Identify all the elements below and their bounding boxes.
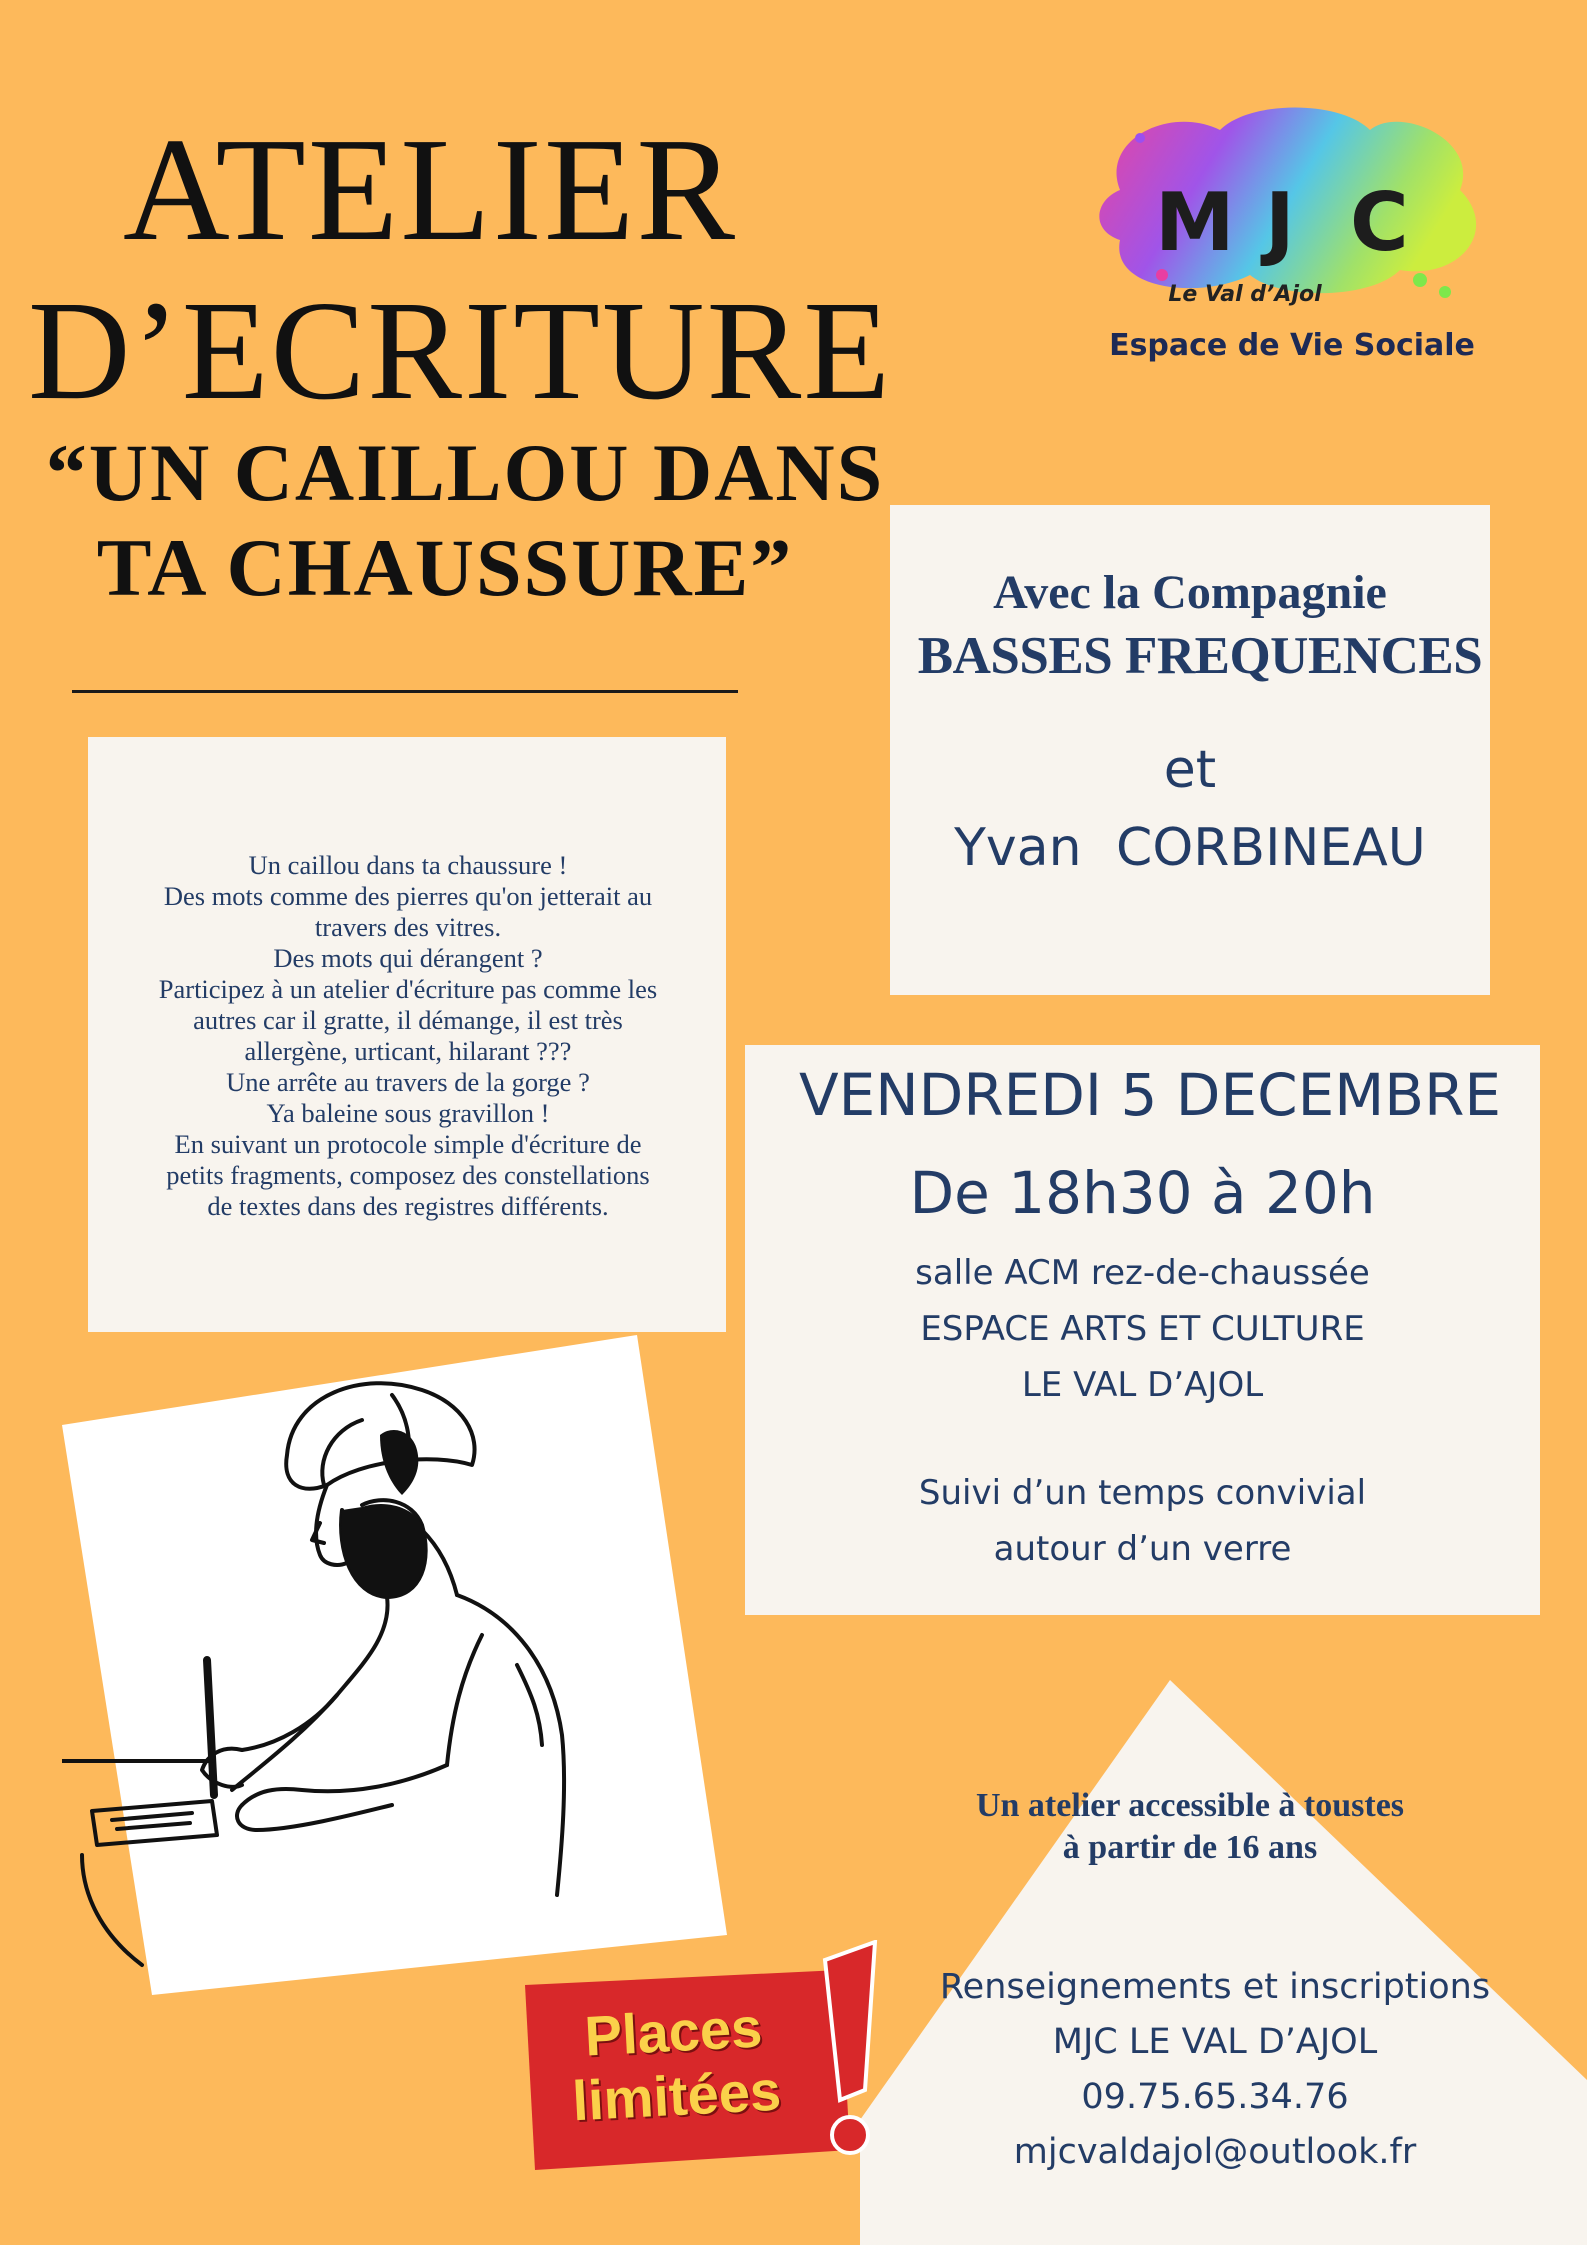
logo-tagline: Espace de Vie Sociale [1109,328,1475,363]
intro-line: Participez à un atelier d'écriture pas comme les [158,974,658,1004]
intro-text [78,850,738,1222]
venue-line: salle ACM rez-de-chaussée [915,1253,1370,1293]
event-time: De 18h30 à 20h [909,1159,1376,1227]
intro-line: Ya baleine sous gravillon ! [266,1098,550,1128]
company-and: et [1163,740,1217,800]
intro-line: Des mots qui dérangent ? [273,943,543,973]
intro-line: de textes dans des registres différents. [207,1191,609,1221]
intro-line: allergène, urticant, hilarant ??? [244,1036,572,1066]
after-line: Suivi d’un temps convivial [918,1473,1367,1513]
logo-letter-c: C [1350,176,1409,269]
contact-phone[interactable]: 09.75.65.34.76 [1081,2077,1349,2117]
logo-subtitle: Le Val d’Ajol [1168,282,1322,307]
access-line: Un atelier accessible à toustes [975,1787,1405,1824]
intro-line: travers des vitres. [314,912,502,942]
badge-text [532,1993,818,2135]
intro-line: Des mots comme des pierres qu'on jetterait au [163,881,653,911]
intro-line: petits fragments, composez des constellations [166,1160,650,1190]
contact-org: MJC LE VAL D’AJOL [1052,2022,1378,2062]
venue-line: ESPACE ARTS ET CULTURE [920,1309,1365,1349]
intro-line: Une arrête au travers de la gorge ? [226,1067,590,1097]
badge-line-1: Places [583,1995,764,2068]
contact-info [900,1960,1530,2180]
subtitle-line-2: TA CHAUSSURE” [96,522,794,613]
writer-illustration [62,1335,727,1995]
title-line-2: D’ECRITURE [27,271,893,429]
contact-heading: Renseignements et inscriptions [939,1967,1491,2007]
company-name: BASSES FREQUENCES [917,627,1483,685]
event-after [745,1465,1540,1577]
access-info [880,1785,1500,1869]
intro-line: autres car il gratte, il démange, il est très [193,1005,623,1035]
access-line: à partir de 16 ans [1062,1829,1318,1866]
after-line: autour d’un verre [993,1529,1292,1569]
intro-line: Un caillou dans ta chaussure ! [248,850,568,880]
venue-line: LE VAL D’AJOL [1021,1365,1264,1405]
badge-line-2: limitées [570,2058,783,2133]
logo-letter-j: J [1265,176,1295,269]
title-line-1: ATELIER [122,108,738,272]
event-venue [745,1245,1540,1413]
artist-name: Yvan CORBINEAU [954,818,1426,878]
company-intro: Avec la Compagnie [993,566,1387,619]
intro-line: En suivant un protocole simple d'écriture de [174,1129,642,1159]
contact-email[interactable]: mjcvaldajol@outlook.fr [1013,2132,1417,2172]
event-date: VENDREDI 5 DECEMBRE [798,1061,1502,1129]
title-divider [72,690,738,693]
subtitle-line-1: “UN CAILLOU DANS [45,427,885,518]
logo-letter-m: M [1155,176,1235,269]
